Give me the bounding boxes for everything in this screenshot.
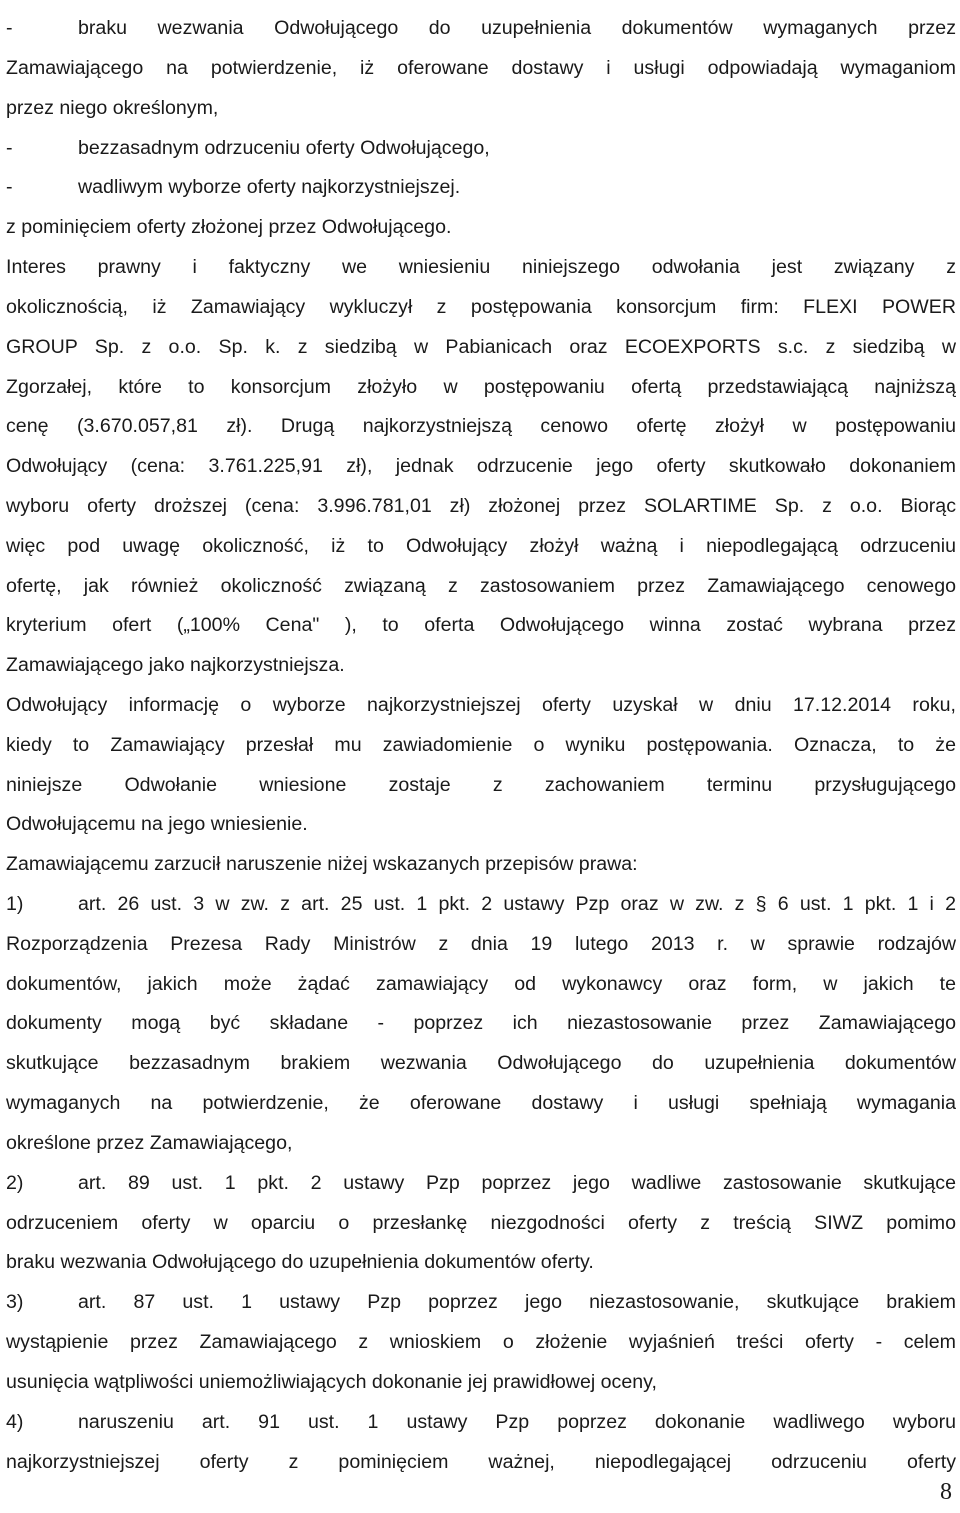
line-text: bezzasadnym odrzuceniu oferty Odwołującego, [78,137,490,159]
text-line [6,1089,956,1129]
text-line [6,1049,956,1089]
line-text: cenę (3.670.057,81 zł). Drugą najkorzystniejszą cenowo ofertę złożył w postępowaniu [6,415,956,437]
line-text: dokumenty mogą być składane - poprzez ich niezastosowanie przez Zamawiającego [6,1012,956,1034]
text-line [6,1129,956,1169]
list-number: 3) [6,1291,24,1313]
text-line [6,731,956,771]
line-text: przez niego określonym, [6,97,219,119]
text-line [6,1448,956,1488]
text-line [6,651,956,691]
line-text: usunięcia wątpliwości uniemożliwiających dokonanie jej prawidłowej oceny, [6,1371,657,1393]
line-text: wadliwym wyborze oferty najkorzystniejszej. [78,176,461,198]
line-text: niniejsze Odwołanie wniesione zostaje z zachowaniem terminu przysługującego [6,774,956,796]
line-text: z pominięciem oferty złożonej przez Odwołującego. [6,216,452,238]
text-line [6,452,956,492]
line-text: kiedy to Zamawiający przesłał mu zawiadomienie o wyniku postępowania. Oznacza, to że [6,734,956,756]
text-line [6,691,956,731]
text-line [6,94,956,134]
list-dash: - [6,176,13,198]
line-text: dokumentów, jakich może żądać zamawiający od wykonawcy oraz form, w jakich te [6,973,956,995]
text-line [6,293,956,333]
line-text: Zamawiającego jako najkorzystniejsza. [6,654,345,676]
text-line [6,492,956,532]
text-line [6,1248,956,1288]
text-line [6,930,956,970]
line-text: Zgorzałej, które to konsorcjum złożyło w postępowaniu ofertą przedstawiającą najniższą [6,376,956,398]
line-text: wymaganych na potwierdzenie, że oferowane dostawy i usługi spełniają wymagania [6,1092,956,1114]
text-line [6,373,956,413]
text-line [6,1288,956,1328]
line-text: Interes prawny i faktyczny we wniesieniu niniejszego odwołania jest związany z [6,256,956,278]
text-line [6,810,956,850]
text-line [6,850,956,890]
list-dash: - [6,17,13,39]
text-line [6,213,956,253]
line-text: braku wezwania Odwołującego do uzupełnienia dokumentów wymaganych przez [78,17,956,39]
text-line [6,532,956,572]
text-line [6,412,956,452]
text-line [6,611,956,651]
list-number: 2) [6,1172,24,1194]
text-line [6,14,956,54]
text-line [6,1169,956,1209]
text-line [6,54,956,94]
text-line [6,1368,956,1408]
line-text: Zamawiającemu zarzucił naruszenie niżej wskazanych przepisów prawa: [6,853,638,875]
text-line [6,1328,956,1368]
line-text: skutkujące bezzasadnym brakiem wezwania Odwołującego do uzupełnienia dokumentów [6,1052,956,1074]
line-text: naruszeniu art. 91 ust. 1 ustawy Pzp poprzez dokonanie wadliwego wyboru [78,1411,956,1433]
list-dash: - [6,137,13,159]
line-text: GROUP Sp. z o.o. Sp. k. z siedzibą w Pabianicach oraz ECOEXPORTS s.c. z siedzibą w [6,336,956,358]
line-text: ofertę, jak również okoliczność związaną z zastosowaniem przez Zamawiającego cenowego [6,575,956,597]
text-line [6,253,956,293]
line-text: odrzuceniem oferty w oparciu o przesłankę niezgodności oferty z treścią SIWZ pomimo [6,1212,956,1234]
line-text: art. 26 ust. 3 w zw. z art. 25 ust. 1 pkt. 2 ustawy Pzp oraz w zw. z § 6 ust. 1 pkt. 1 i 2 [78,893,956,915]
text-line [6,333,956,373]
page-number: 8 [940,1479,952,1505]
text-line [6,572,956,612]
line-text: Odwołujący informację o wyborze najkorzystniejszej oferty uzyskał w dniu 17.12.2014 roku, [6,694,956,716]
text-line [6,173,956,213]
line-text: określone przez Zamawiającego, [6,1132,293,1154]
line-text: wyboru oferty droższej (cena: 3.996.781,01 zł) złożonej przez SOLARTIME Sp. z o.o. Biorąc [6,495,956,517]
list-number: 4) [6,1411,24,1433]
text-line [6,1209,956,1249]
line-text: więc pod uwagę okoliczność, iż to Odwołujący złożył ważną i niepodlegającą odrzuceniu [6,535,956,557]
text-line [6,970,956,1010]
list-number: 1) [6,893,24,915]
line-text: Zamawiającego na potwierdzenie, iż oferowane dostawy i usługi odpowiadają wymaganiom [6,57,956,79]
line-text: Odwołującemu na jego wniesienie. [6,813,308,835]
line-text: okolicznością, iż Zamawiający wykluczył z postępowania konsorcjum firm: FLEXI POWER [6,296,956,318]
line-text: najkorzystniejszej oferty z pominięciem ważnej, niepodlegającej odrzuceniu oferty [6,1451,956,1473]
line-text: Rozporządzenia Prezesa Rady Ministrów z dnia 19 lutego 2013 r. w sprawie rodzajów [6,933,956,955]
line-text: braku wezwania Odwołującego do uzupełnienia dokumentów oferty. [6,1251,594,1273]
text-line [6,1408,956,1448]
line-text: Odwołujący (cena: 3.761.225,91 zł), jednak odrzucenie jego oferty skutkowało dokonaniem [6,455,956,477]
line-text: art. 89 ust. 1 pkt. 2 ustawy Pzp poprzez jego wadliwe zastosowanie skutkujące [78,1172,956,1194]
line-text: art. 87 ust. 1 ustawy Pzp poprzez jego niezastosowanie, skutkujące brakiem [78,1291,956,1313]
text-line [6,771,956,811]
text-line [6,134,956,174]
text-line [6,1009,956,1049]
line-text: wystąpienie przez Zamawiającego z wnioskiem o złożenie wyjaśnień treści oferty - celem [6,1331,956,1353]
line-text: kryterium ofert („100% Cena" ), to oferta Odwołującego winna zostać wybrana przez [6,614,956,636]
text-line [6,890,956,930]
